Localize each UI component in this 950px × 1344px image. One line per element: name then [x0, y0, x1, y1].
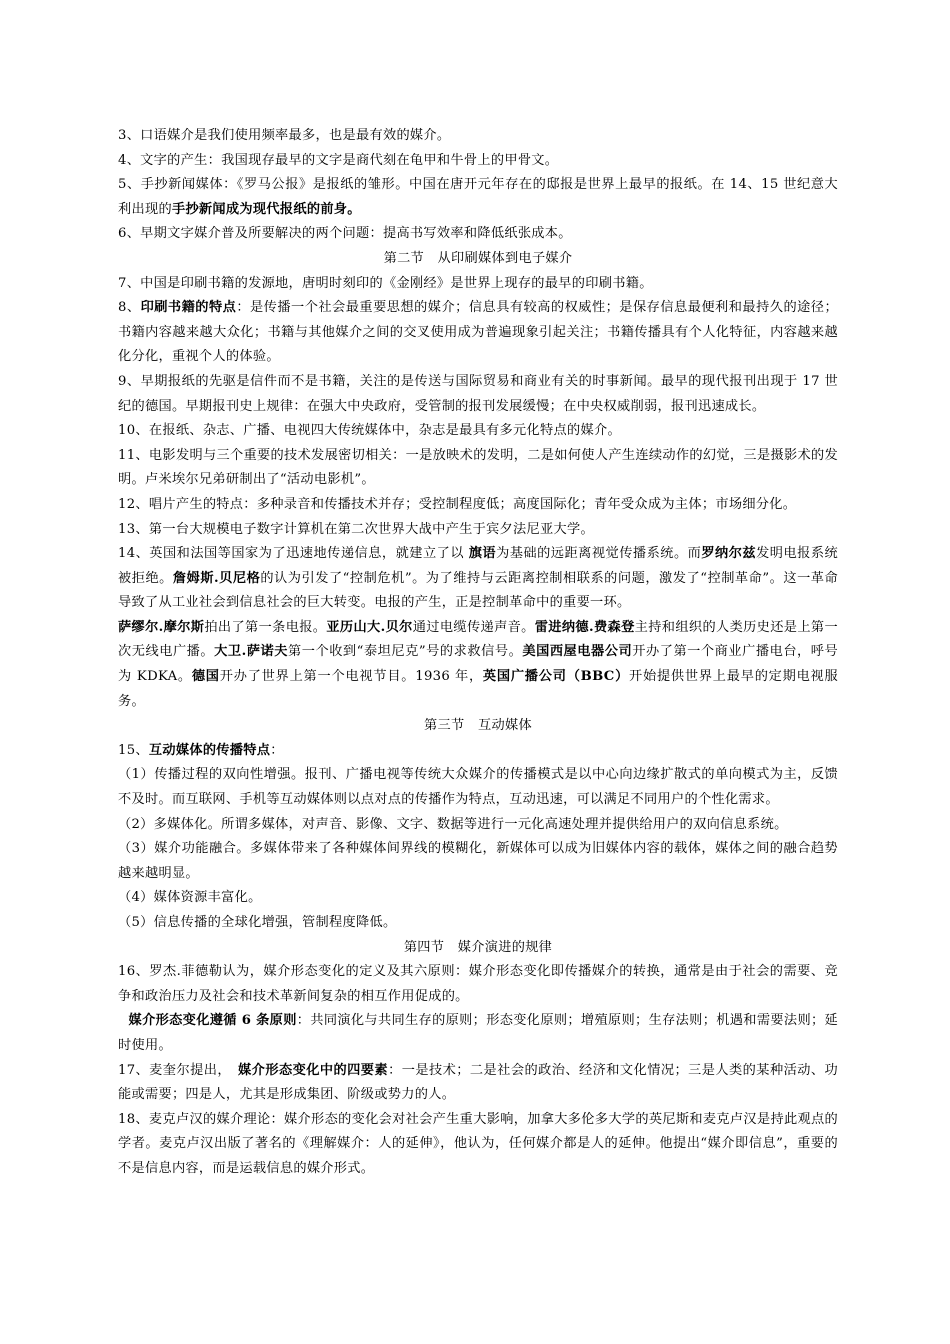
bold-text: 手抄新闻成为现代报纸的前身。 [171, 201, 361, 217]
text-run: 17、麦奎尔提出， [118, 1062, 239, 1078]
section-heading [118, 714, 838, 739]
text-run: ：一是技术；二是社会的政治、经济和文化情况；三是人类的某种活动、功能或需要；四是人，尤其是形成集团、阶级或势力的人。 [118, 1062, 838, 1103]
text-run: 通过电缆传递声音。 [412, 619, 535, 635]
paragraph [118, 616, 838, 714]
bold-text: 詹姆斯.贝尼格 [172, 570, 261, 586]
text-run: 11、电影发明与三个重要的技术发展密切相关：一是放映术的发明，二是如何使人产生连续动作的幻觉，三是摄影术的发明。卢米埃尔兄弟研制出了“活动电影机”。 [118, 447, 838, 488]
text-run: 第一个收到“泰坦尼克”号的求救信号。 [287, 644, 523, 660]
paragraph [118, 173, 838, 222]
paragraph [118, 1009, 838, 1058]
text-run: 15、 [118, 742, 149, 758]
text-run: （2）多媒体化。所谓多媒体，对声音、影像、文字、数据等进行一元化高速处理并提供给用户的双向信息系统。 [118, 816, 788, 832]
bold-text: 互动媒体的传播特点 [148, 742, 271, 758]
text-run: 18、麦克卢汉的媒介理论：媒介形态的变化会对社会产生重大影响，加拿大多伦多大学的英尼斯和麦克卢汉是持此观点的学者。麦克卢汉出版了著名的《理解媒介：人的延伸》，他认为，任何媒介都是人的延伸。他提出“媒介即信息”，重要的不是信息内容，而是运载信息的媒介形式。 [118, 1111, 838, 1176]
text-run: 开始提供世界上最早的定期电视服务。 [118, 669, 838, 709]
bold-text: 大卫.萨诺夫 [214, 644, 288, 660]
paragraph [118, 542, 838, 616]
text-run: 6、早期文字媒介普及所要解决的两个问题：提高书写效率和降低纸张成本。 [118, 226, 572, 242]
text-run: ：是传播一个社会最重要思想的媒介；信息具有较高的权威性；是保存信息最便利和最持久的途径；书籍内容越来越大众化；书籍与其他媒介之间的交叉使用成为普遍现象引起关注；书籍传播具有个人化特征，内容越来越化分化，重视个人的体验。 [118, 300, 838, 365]
text-run: 拍出了第一条电报。 [204, 619, 327, 635]
bold-text: 旗语 [468, 546, 497, 562]
bold-text: 媒介形态变化中的四要素 [238, 1062, 389, 1078]
text-run: 12、唱片产生的特点：多种录音和传播技术并存；受控制程度低；高度国际化；青年受众成为主体；市场细分化。 [118, 496, 797, 512]
text-run: 16、罗杰.菲德勒认为，媒介形态变化的定义及其六原则：媒介形态变化即传播媒介的转换，通常是由于社会的需要、竞争和政治压力及社会和技术革新间复杂的相互作用促成的。 [118, 964, 838, 1004]
text-run: 开办了第一个商业广播电台，呼号为 KDKA。 [118, 644, 839, 685]
text-run: 第三节 互动媒体 [424, 718, 532, 734]
text-run: 为基础的远距离视觉传播系统。而 [496, 546, 702, 562]
paragraph [118, 222, 838, 247]
bold-text: 美国西屋电器公司 [522, 644, 633, 660]
text-run: 的认为引发了“控制危机”。为了维持与云距离控制相联系的问题，激发了“控制革命”。这一革命导致了从工业社会到信息社会的巨大转变。电报的产生，正是控制革命中的重要一环。 [118, 570, 838, 611]
text-run: （1）传播过程的双向性增强。报刊、广播电视等传统大众媒介的传播模式是以中心向边缘扩散式的单向模式为主，反馈不及时。而互联网、手机等互动媒体则以点对点的传播作为特点，互动迅速，可以满足不同用户的个性化需求。 [118, 767, 838, 808]
paragraph [118, 493, 838, 518]
bold-text: 雷进纳德.费森登 [534, 619, 635, 635]
text-run: 14、英国和法国等国家为了迅速地传递信息，就建立了以 [118, 546, 469, 562]
paragraph [118, 370, 838, 419]
paragraph [118, 419, 838, 444]
paragraph [118, 1108, 838, 1182]
text-run: 主持和组织的人类历史还是上第一次无线电广播。 [118, 619, 838, 660]
paragraph [118, 1059, 838, 1108]
text-run: 13、第一台大规模电子数字计算机在第二次世界大战中产生于宾夕法尼亚大学。 [118, 521, 594, 537]
paragraph [118, 960, 838, 1009]
paragraph [118, 518, 838, 543]
bold-text: 媒介形态变化遵循 6 条原则 [128, 1013, 297, 1029]
text-run: （5）信息传播的全球化增强，管制程度降低。 [118, 915, 397, 930]
bold-text: 罗纳尔兹 [701, 546, 757, 562]
bold-text: 英国广播公司（BBC） [482, 669, 630, 685]
paragraph [118, 911, 838, 936]
text-run: 8、 [118, 300, 141, 316]
bold-text: 印刷书籍的特点 [140, 300, 237, 316]
section-heading [118, 936, 838, 961]
text-run: 第二节 从印刷媒体到电子媒介 [383, 250, 573, 266]
text-run: 4、文字的产生：我国现存最早的文字是商代刻在龟甲和牛骨上的甲骨文。 [118, 152, 559, 168]
text-run: ：共同演化与共同生存的原则；形态变化原则；增殖原则；生存法则；机遇和需要法则；延时使用。 [118, 1013, 838, 1053]
document-page [118, 124, 838, 1182]
text-run: 发明电报系统被拒绝。 [118, 546, 838, 586]
text-run: 7、中国是印刷书籍的发源地，唐明时刻印的《金刚经》是世界上现存的最早的印刷书籍。 [118, 275, 653, 291]
paragraph [118, 813, 838, 838]
paragraph [118, 886, 838, 911]
paragraph [118, 444, 838, 493]
bold-text: 亚历山大.贝尔 [326, 619, 413, 635]
text-run: 9、早期报纸的先驱是信件而不是书籍，关注的是传送与国际贸易和商业有关的时事新闻。最早的现代报刊出现于 17 世纪的德国。早期报刊史上规律：在强大中央政府，受管制的报刊发展缓慢；在中央权威削弱，报刊迅速成长。 [118, 373, 838, 414]
text-run: （3）媒介功能融合。多媒体带来了各种媒体间界线的模糊化，新媒体可以成为旧媒体内容的载体，媒体之间的融合趋势越来越明显。 [118, 841, 838, 881]
paragraph [118, 837, 838, 886]
paragraph [118, 272, 838, 297]
section-heading [118, 247, 838, 272]
bold-text: 德国 [191, 669, 220, 685]
text-run: （4）媒体资源丰富化。 [118, 890, 262, 906]
text-run: 10、在报纸、杂志、广播、电视四大传统媒体中，杂志是最具有多元化特点的媒介。 [118, 423, 621, 439]
paragraph [118, 763, 838, 812]
paragraph [118, 149, 838, 174]
paragraph [118, 296, 838, 370]
text-run: 3、口语媒介是我们使用频率最多，也是最有效的媒介。 [118, 128, 451, 143]
paragraph [118, 739, 838, 764]
text-run: 5、手抄新闻媒体：《罗马公报》是报纸的雏形。中国在唐开元年存在的邸报是世界上最早的报纸。在 14、15 世纪意大利出现的 [118, 177, 838, 217]
text-run: 开办了世界上第一个电视节目。1936 年， [219, 669, 483, 685]
bold-text: 萨缪尔.摩尔斯 [118, 619, 205, 635]
paragraph [118, 124, 838, 149]
text-run: 第四节 媒介演进的规律 [403, 939, 553, 955]
text-run: ： [270, 742, 284, 758]
